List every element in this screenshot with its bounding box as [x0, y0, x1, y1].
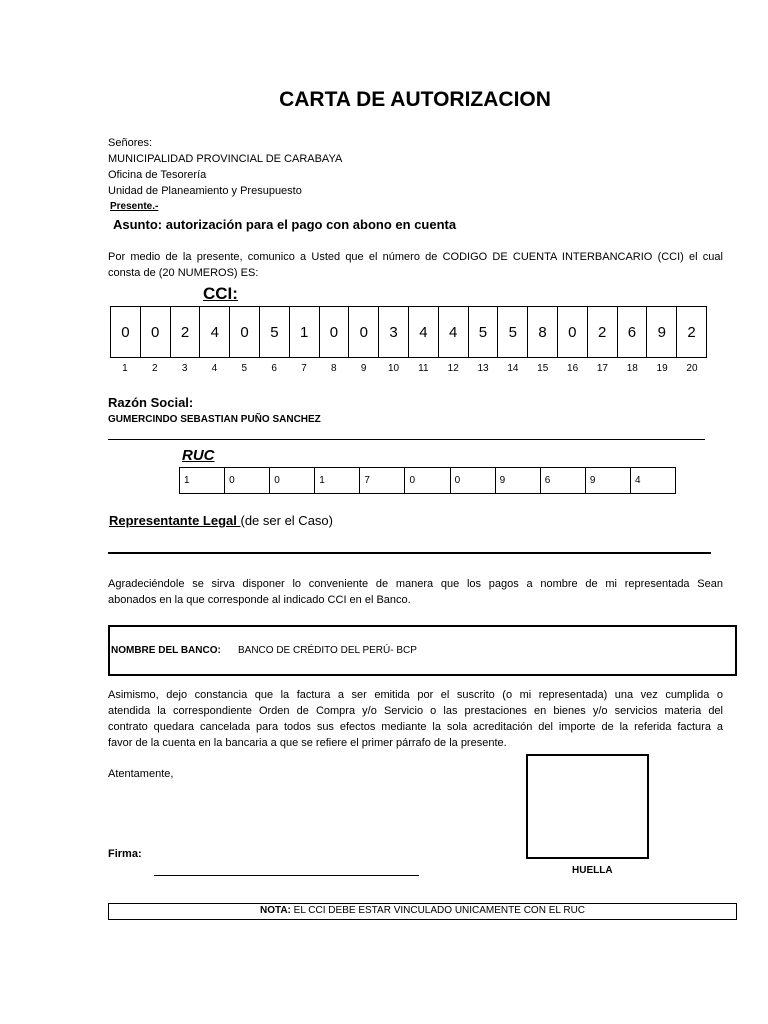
note-text: EL CCI DEBE ESTAR VINCULADO UNICAMENTE CON EL RUC	[290, 905, 586, 916]
representante-label: Representante Legal	[109, 513, 241, 528]
ruc-digit: 1	[315, 468, 360, 493]
cci-digit: 4	[439, 307, 469, 357]
cci-position: 16	[567, 363, 579, 374]
atentamente: Atentamente,	[108, 768, 174, 780]
cci-digits-row	[110, 306, 707, 358]
subject: Asunto: autorización para el pago con abono en cuenta	[113, 217, 457, 232]
cci-digit: 5	[260, 307, 290, 357]
ruc-digit: 6	[541, 468, 586, 493]
cci-digit: 0	[111, 307, 141, 357]
ruc-digit: 9	[586, 468, 631, 493]
cci-digit: 0	[230, 307, 260, 357]
bank-value: BANCO DE CRÉDITO DEL PERÚ- BCP	[238, 645, 417, 656]
cci-position: 14	[507, 363, 519, 374]
cci-digit: 0	[558, 307, 588, 357]
closing-line-2: atendida la correspondiente Orden de Compra y/o Servicio o las prestaciones en bienes y/o servicios materia del	[108, 705, 723, 717]
closing-line-1: Asimismo, dejo constancia que la factura a ser emitida por el suscrito (o mi representada) una vez cumplida o	[108, 689, 723, 701]
signature-line	[154, 875, 419, 876]
cci-position: 9	[360, 363, 367, 374]
razon-social-value: GUMERCINDO SEBASTIAN PUÑO SANCHEZ	[108, 414, 321, 425]
cci-position: 11	[418, 363, 429, 374]
cci-digit: 2	[588, 307, 618, 357]
cci-position: 8	[331, 363, 337, 374]
cci-digit: 9	[647, 307, 677, 357]
cci-position: 6	[271, 363, 277, 374]
cci-digit: 5	[469, 307, 499, 357]
ruc-digit: 0	[225, 468, 270, 493]
intro-line-2: consta de (20 NUMEROS) ES:	[108, 267, 259, 279]
bank-label: NOMBRE DEL BANCO:	[111, 645, 221, 656]
cci-position: 12	[447, 363, 459, 374]
cci-digit: 8	[528, 307, 558, 357]
ruc-digit: 9	[496, 468, 541, 493]
cci-digit: 2	[171, 307, 201, 357]
representante-underline	[108, 552, 711, 554]
cci-position: 18	[626, 363, 638, 374]
note-box	[108, 903, 737, 920]
cci-position: 4	[211, 363, 218, 374]
recipient-line-2: Oficina de Tesorería	[108, 169, 207, 181]
razon-social-underline	[108, 439, 705, 440]
ruc-digit: 0	[451, 468, 496, 493]
cci-position: 2	[151, 363, 158, 374]
cci-positions-row	[110, 363, 707, 374]
cci-digit: 1	[290, 307, 320, 357]
ruc-digit: 4	[634, 475, 641, 486]
thanks-line-2: abonados en la que corresponde al indicado CCI en el Banco.	[108, 594, 411, 606]
closing-line-3: contrato quedara cancelada para todos sus efectos mediante la sola acreditación del importe de la referida factura a	[108, 721, 723, 733]
ruc-digit: 0	[405, 468, 450, 493]
firma-label: Firma:	[108, 848, 142, 860]
ruc-digit: 7	[360, 468, 405, 493]
cci-position: 17	[596, 363, 608, 374]
presente: Presente.-	[110, 201, 159, 212]
cci-digit: 4	[200, 307, 230, 357]
cci-position: 20	[686, 363, 698, 374]
cci-position: 1	[122, 363, 128, 374]
representante-legal	[109, 513, 333, 528]
representante-suffix: (de ser el Caso)	[240, 513, 333, 528]
greeting: Señores:	[108, 137, 153, 149]
cci-position: 3	[181, 363, 188, 374]
recipient-line-3: Unidad de Planeamiento y Presupuesto	[108, 185, 302, 197]
cci-digit: 5	[498, 307, 528, 357]
cci-digit: 4	[409, 307, 439, 357]
cci-position: 13	[477, 363, 489, 374]
bank-box	[108, 625, 737, 676]
ruc-digit: 0	[270, 468, 315, 493]
cci-position: 19	[656, 363, 668, 374]
intro-line-1: Por medio de la presente, comunico a Usted que el número de CODIGO DE CUENTA INTERBANCARIO (CCI) el cual	[108, 251, 723, 263]
closing-line-4: favor de la cuenta en la bancaria a que se refiere el primer párrafo de la presente.	[108, 737, 507, 749]
ruc-digit: 1	[180, 468, 225, 493]
cci-position: 10	[387, 363, 400, 374]
cci-position: 7	[301, 363, 307, 374]
cci-position: 5	[241, 363, 248, 374]
ruc-label: RUC	[182, 447, 215, 464]
razon-social-label: Razón Social:	[108, 395, 194, 410]
cci-digit: 2	[687, 323, 696, 341]
ruc-digits-row	[179, 467, 676, 494]
cci-label: CCI:	[203, 284, 238, 303]
cci-digit: 0	[320, 307, 350, 357]
thanks-line-1: Agradeciéndole se sirva disponer lo conveniente de manera que los pagos a nombre de mi representada Sean	[108, 578, 723, 590]
cci-digit: 3	[379, 307, 409, 357]
recipient-line-1: MUNICIPALIDAD PROVINCIAL DE CARABAYA	[108, 153, 343, 165]
huella-label: HUELLA	[572, 865, 613, 876]
cci-digit: 0	[349, 307, 379, 357]
cci-digit: 0	[141, 307, 171, 357]
cci-position: 15	[537, 363, 549, 374]
cci-digit: 6	[618, 307, 648, 357]
note-label: NOTA:	[259, 905, 291, 916]
fingerprint-box	[526, 754, 649, 859]
page-title: CARTA DE AUTORIZACION	[279, 88, 551, 111]
